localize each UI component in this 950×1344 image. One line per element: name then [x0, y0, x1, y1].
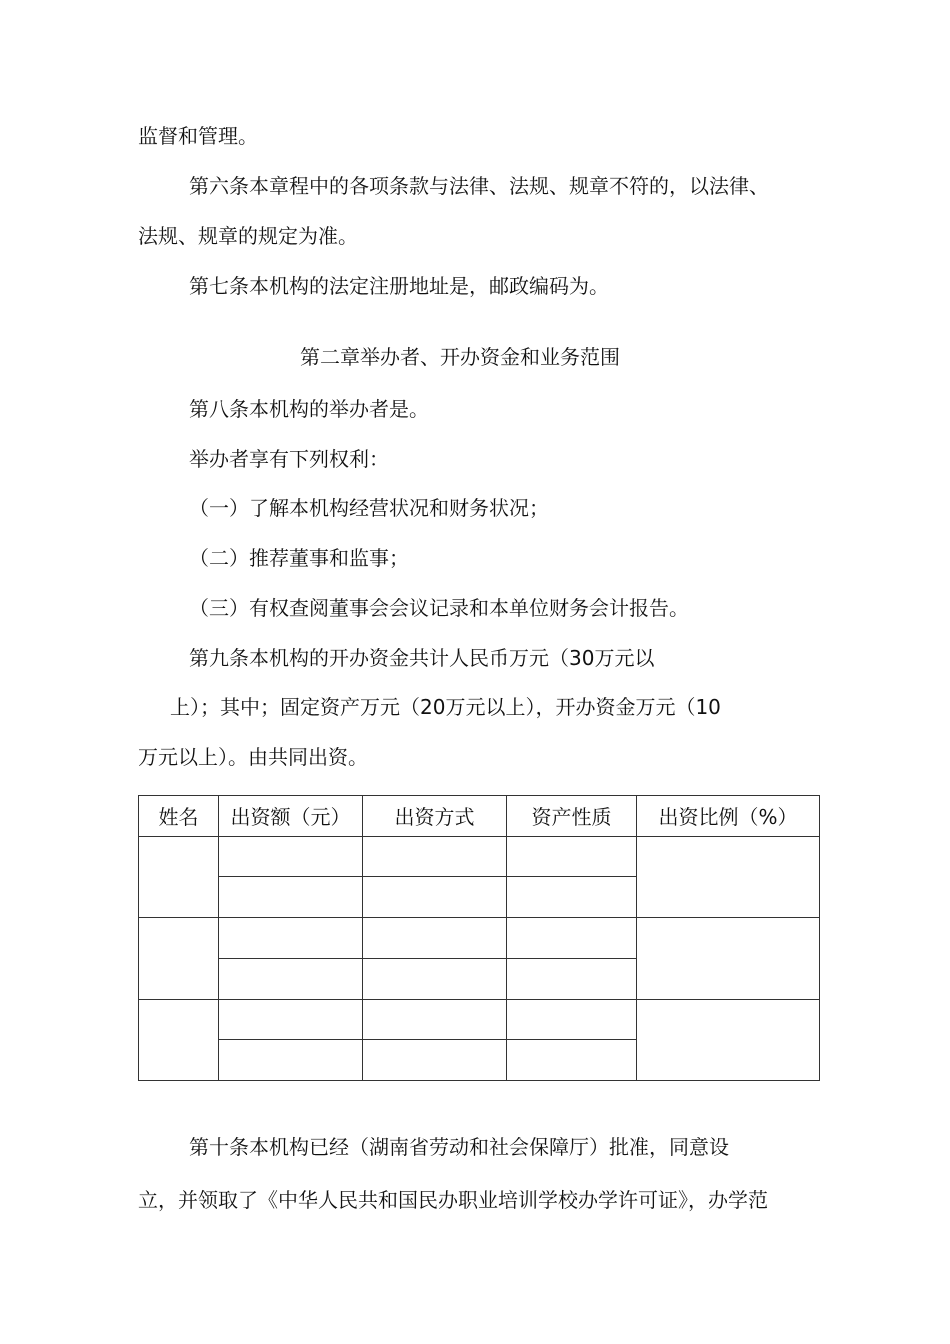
list-item: （一）了解本机构经营状况和财务状况； [189, 496, 549, 520]
table-header-row [139, 796, 820, 837]
table-cell [219, 999, 363, 1040]
table-row [139, 999, 820, 1040]
paragraph-line: 法规、规章的规定为准。 [138, 224, 358, 248]
table-cell [219, 918, 363, 959]
table-cell [139, 836, 219, 917]
list-item: （三）有权查阅董事会会议记录和本单位财务会计报告。 [189, 596, 689, 620]
table-cell [139, 918, 219, 999]
table-cell [219, 877, 363, 918]
table-cell [363, 999, 507, 1040]
table-header-cell: 出资比例（%） [637, 796, 820, 837]
table-cell [637, 836, 820, 917]
table-row [139, 836, 820, 877]
paragraph-line: 举办者享有下列权利： [189, 447, 389, 471]
table-cell [363, 958, 507, 999]
paragraph-line: 监督和管理。 [138, 124, 258, 148]
table-cell [363, 877, 507, 918]
table-header-cell: 出资方式 [363, 796, 507, 837]
list-item: （二）推荐董事和监事； [189, 546, 409, 570]
table-cell [219, 836, 363, 877]
table-cell [637, 918, 820, 999]
table-cell [507, 1040, 637, 1081]
table-row [139, 918, 820, 959]
paragraph-line: 万元以上）。由共同出资。 [138, 745, 368, 769]
table-header-cell: 资产性质 [507, 796, 637, 837]
table-cell [219, 958, 363, 999]
table-cell [139, 999, 219, 1080]
table-cell [507, 999, 637, 1040]
table-header-cell: 出资额（元） [219, 796, 363, 837]
paragraph-line: 第九条本机构的开办资金共计人民币万元（30万元以 [189, 646, 655, 670]
table-header-cell: 姓名 [139, 796, 219, 837]
paragraph-line: 第七条本机构的法定注册地址是，邮政编码为。 [189, 274, 609, 298]
table-cell [637, 999, 820, 1080]
table-cell [363, 1040, 507, 1081]
table-cell [507, 836, 637, 877]
investment-table [138, 795, 820, 1081]
paragraph-line: 第六条本章程中的各项条款与法律、法规、规章不符的，以法律、 [189, 174, 769, 198]
paragraph-line: 第十条本机构已经（湖南省劳动和社会保障厅）批准，同意设 [189, 1135, 729, 1159]
chapter-heading: 第二章举办者、开办资金和业务范围 [300, 345, 620, 369]
paragraph-line: 第八条本机构的举办者是。 [189, 397, 429, 421]
table-cell [507, 958, 637, 999]
table-cell [507, 877, 637, 918]
paragraph-line: 立，并领取了《中华人民共和国民办职业培训学校办学许可证》，办学范 [138, 1188, 768, 1212]
table-cell [363, 918, 507, 959]
paragraph-line: 上）；其中；固定资产万元（20万元以上），开办资金万元（10 [170, 695, 721, 719]
table-cell [363, 836, 507, 877]
table-cell [507, 918, 637, 959]
table-cell [219, 1040, 363, 1081]
